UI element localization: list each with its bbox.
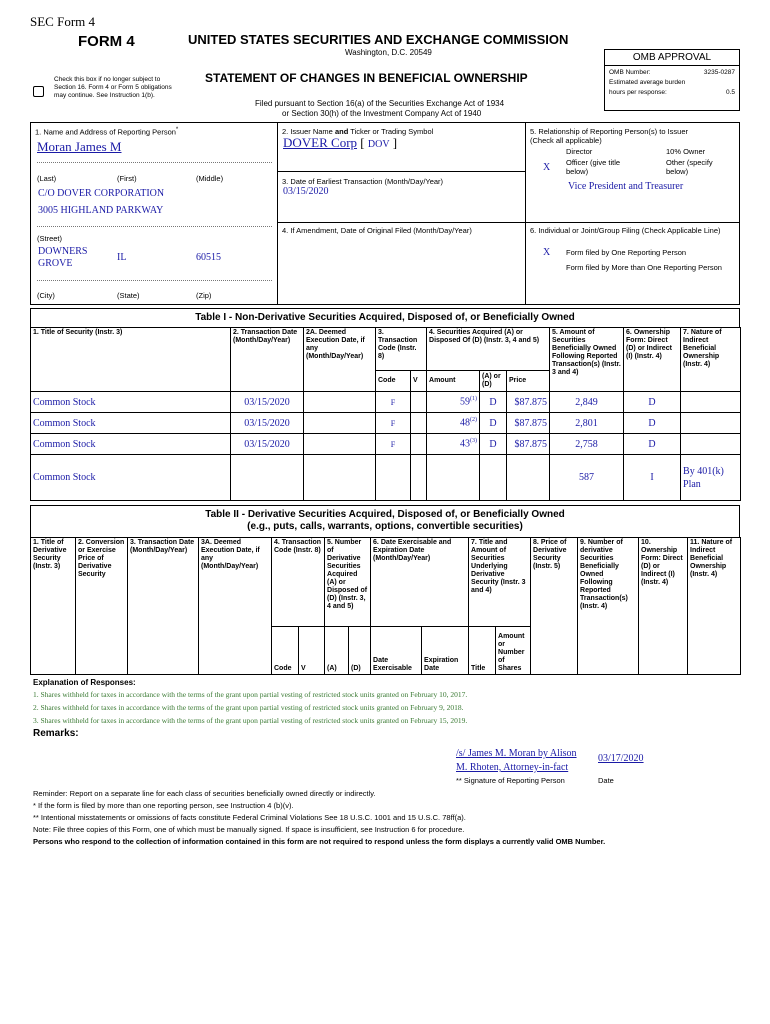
table-row: Common Stock 587 I By 401(k) Plan (31, 455, 741, 501)
issuer-label: 2. Issuer Name and Ticker or Trading Symbol (282, 127, 434, 136)
no-longer-subject-checkbox[interactable] (33, 86, 44, 97)
t1-h-code-sub: Code (376, 371, 411, 392)
explanation-label: Explanation of Responses: (33, 678, 136, 687)
earliest-date-value: 03/15/2020 (283, 186, 329, 197)
t1-h-amount-owned: 5. Amount of Securities Beneficially Owned Following Reported Transaction(s) (Instr. 3 and 4) (550, 328, 624, 392)
reporting-person-name[interactable]: Moran James M (37, 139, 122, 154)
star-note: * If the form is filed by more than one reporting person, see Instruction 4 (b)(v). (33, 801, 294, 810)
ten-percent-owner-label: 10% Owner (666, 147, 706, 156)
other-label: Other (specify below) (666, 158, 713, 176)
omb-hours-label: hours per response: (609, 89, 667, 96)
director-label: Director (566, 147, 593, 156)
issuer-name-link[interactable]: DOVER Corp (283, 135, 358, 150)
t1-h-ownership-form: 6. Ownership Form: Direct (D) or Indirect (I) (Instr. 4) (624, 328, 681, 392)
address-line-2: 3005 HIGHLAND PARKWAY (38, 205, 164, 216)
omb-burden-label: Estimated average burden (609, 79, 686, 86)
footnote-1: 1. Shares withheld for taxes in accordance with the terms of the grant upon partial vesting of restricted stock units granted on February 10, 2017. (33, 690, 468, 699)
violations-note: ** Intentional misstatements or omissions of facts constitute Federal Criminal Violations See 18 U.S.C. 1001 and 15 U.S.C. 78ff(a). (33, 813, 466, 822)
table1-title: Table I - Non-Derivative Securities Acquired, Disposed of, or Beneficially Owned (195, 312, 575, 323)
t1-h-date: 2. Transaction Date (Month/Day/Year) (231, 328, 304, 392)
omb-notice: Persons who respond to the collection of information contained in this form are not required to respond unless the form displays a currently valid OMB Number. (33, 837, 606, 846)
t1-h-v: V (411, 371, 427, 392)
city-label: (City) (37, 291, 55, 300)
omb-number-label: OMB Number: (609, 69, 651, 76)
officer-label: Officer (give title below) (566, 158, 621, 176)
t2-h-expiration: Expiration Date (422, 627, 469, 675)
t2-h-price: 8. Price of Derivative Security (Instr. 5) (531, 538, 578, 675)
t2-h-owned: 9. Number of derivative Securities Beneficially Owned Following Reported Transaction(s) (Instr. 4) (578, 538, 639, 675)
filed-pursuant-1: Filed pursuant to Section 16(a) of the Securities Exchange Act of 1934 (255, 99, 505, 108)
t1-h-nature: 7. Nature of Indirect Beneficial Ownership (Instr. 4) (681, 328, 741, 392)
signature: /s/ James M. Moran by Alison M. Rhoten, Attorney-in-fact (456, 748, 577, 773)
t1-h-ad: (A) or (D) (480, 371, 507, 392)
reminder: Reminder: Report on a separate line for each class of securities beneficially owned directly or indirectly. (33, 789, 376, 798)
footnote-3: 3. Shares withheld for taxes in accordance with the terms of the grant upon partial vesting of restricted stock units granted on February 15, 2019. (33, 716, 468, 725)
middle-label: (Middle) (196, 174, 224, 183)
t2-h-nature: 11. Nature of Indirect Beneficial Ownership (Instr. 4) (688, 538, 741, 675)
t1-h-acquired: 4. Securities Acquired (A) or Disposed Of (D) (Instr. 3, 4 and 5) (427, 328, 550, 371)
table2-derivative (30, 537, 741, 675)
t2-h-title: 1. Title of Derivative Security (Instr. 3) (31, 538, 76, 675)
t2-h-deemed: 3A. Deemed Execution Date, if any (Month/Day/Year) (199, 538, 272, 675)
t2-h-underlying: 7. Title and Amount of Securities Underlying Derivative Security (Instr. 3 and 4) (469, 538, 531, 627)
signature-date: 03/17/2020 (598, 753, 644, 764)
state-label: (State) (117, 291, 140, 300)
statement-title: STATEMENT OF CHANGES IN BENEFICIAL OWNERSHIP (205, 71, 528, 85)
city-value: DOWNERS GROVE (38, 246, 88, 269)
table2-title: Table II - Derivative Securities Acquired, Disposed of, or Beneficially Owned (e.g., puts, calls, warrants, options, convertible securities) (205, 509, 565, 532)
checkbox-instruction: Check this box if no longer subject to Section 16. Form 4 or Form 5 obligations may continue. See Instruction 1(b). (54, 76, 172, 99)
ticker: DOV (367, 139, 390, 150)
relationship-label: 5. Relationship of Reporting Person(s) to Issuer (Check all applicable) (530, 127, 688, 145)
reporting-person-label: 1. Name and Address of Reporting Person* (35, 127, 179, 137)
zip-label: (Zip) (196, 291, 212, 300)
address-line-1: C/O DOVER CORPORATION (38, 188, 165, 199)
commission-title: UNITED STATES SECURITIES AND EXCHANGE COMMISSION (188, 32, 569, 47)
filed-pursuant-2: or Section 30(h) of the Investment Company Act of 1940 (282, 109, 482, 118)
filing-check-mark: X (543, 247, 551, 258)
table-row: Common Stock 03/15/2020 F 48$^{(2)}$ D $87.875 2,801 D (31, 413, 741, 434)
sec-form-label: SEC Form 4 (30, 14, 96, 29)
omb-number: 3235-0287 (703, 69, 735, 76)
t1-h-code: 3. Transaction Code (Instr. 8) (376, 328, 427, 371)
signature-label: ** Signature of Reporting Person (456, 776, 565, 785)
amendment-label: 4. If Amendment, Date of Original Filed (Month/Day/Year) (282, 226, 472, 235)
remarks-label: Remarks: (33, 728, 79, 739)
t2-h-title-sub: Title (469, 627, 496, 675)
t2-h-date-exercisable: Date Exercisable (371, 627, 422, 675)
table-row: Common Stock 03/15/2020 F 59$^{(1)}$ D $87.875 2,849 D (31, 392, 741, 413)
t2-h-code: 4. Transaction Code (Instr. 8) (272, 538, 325, 627)
state-value: IL (117, 252, 127, 263)
officer-title: Vice President and Treasurer (568, 181, 684, 192)
earliest-date-label: 3. Date of Earliest Transaction (Month/Day/Year) (282, 177, 444, 186)
last-label: (Last) (37, 174, 57, 183)
t2-h-number: 5. Number of Derivative Securities Acquired (A) or Disposed of (D) (Instr. 3, 4 and 5) (325, 538, 371, 627)
issuer-name-ticker: DOVER Corp [ DOV ] (283, 135, 398, 150)
officer-check-mark: X (543, 162, 551, 173)
filing-label: 6. Individual or Joint/Group Filing (Check Applicable Line) (530, 226, 721, 235)
t1-h-amount: Amount (427, 371, 480, 392)
t2-h-conversion: 2. Conversion or Exercise Price of Derivative Security (76, 538, 128, 675)
date-label: Date (598, 776, 614, 785)
t2-h-v: V (299, 627, 325, 675)
footnote-2: 2. Shares withheld for taxes in accordance with the terms of the grant upon partial vesting of restricted stock units granted on February 9, 2018. (33, 703, 464, 712)
t1-h-price: Price (507, 371, 550, 392)
first-label: (First) (117, 174, 137, 183)
t2-h-a: (A) (325, 627, 349, 675)
omb-approval-box (604, 49, 740, 111)
t2-h-exercisable: 6. Date Exercisable and Expiration Date (Month/Day/Year) (371, 538, 469, 627)
multiple-persons-label: Form filed by More than One Reporting Person (566, 263, 722, 272)
commission-city: Washington, D.C. 20549 (345, 48, 432, 57)
omb-hours: 0.5 (725, 89, 735, 96)
street-label: (Street) (37, 234, 63, 243)
t2-h-date: 3. Transaction Date (Month/Day/Year) (128, 538, 199, 675)
t2-h-amount-shares: Amount or Number of Shares (496, 627, 531, 675)
omb-title: OMB APPROVAL (605, 50, 739, 66)
table-row: Common Stock 03/15/2020 F 43$^{(3)}$ D $87.875 2,758 D (31, 434, 741, 455)
copies-note: Note: File three copies of this Form, one of which must be manually signed. If space is insufficient, see Instruction 6 for procedure. (33, 825, 465, 834)
t2-h-d: (D) (349, 627, 371, 675)
form-title: FORM 4 (78, 33, 135, 50)
t1-h-title: 1. Title of Security (Instr. 3) (31, 328, 231, 392)
t2-h-code-sub: Code (272, 627, 299, 675)
zip-value: 60515 (196, 252, 221, 263)
table1-non-derivative (30, 327, 741, 501)
one-person-label: Form filed by One Reporting Person (566, 248, 687, 257)
t1-h-deemed: 2A. Deemed Execution Date, if any (Month/Day/Year) (304, 328, 376, 392)
t2-h-ownership-form: 10. Ownership Form: Direct (D) or Indirect (I) (Instr. 4) (639, 538, 688, 675)
